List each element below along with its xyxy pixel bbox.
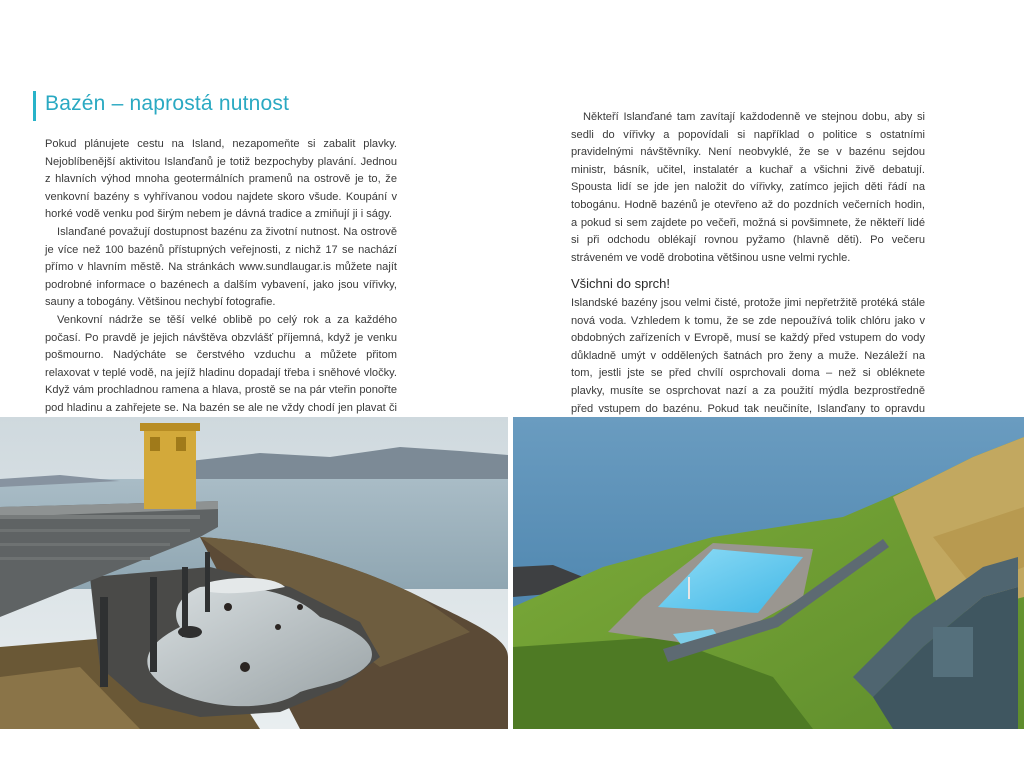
turf-roofed-outdoor-pool-photo <box>513 417 1024 729</box>
section-subheading: Všichni do sprch! <box>571 276 670 292</box>
page-title: Bazén – naprostá nutnost <box>45 92 290 115</box>
paragraph: Islanďané považují dostupnost bazénu za životní nutnost. Na ostrově je více než 100 bazénů přístupných veřejnosti, z nichž 17 se nachází přímo v hlavním městě. Na stránkách www.sundlaugar.is můžete najít podrobné informace o bazénech a dalším vybavení, jako jsou vířivky, sauny a tobogány. Většinou nechybí fotografie. <box>45 225 397 309</box>
paragraph: Pokud plánujete cestu na Island, nezapomeňte si zabalit plavky. Nejoblíbenější aktivitou Islanďanů je totiž bezpochyby plavání. Jednou z hlavních výhod mnoha geotermálních pramenů na ostrově je to, že venkovní bazény s vyhřívanou vodou najdete skoro všude. Koupání v horké vodě venku pod širým nebem je dávná tradice a zmiňují ji i ságy. <box>45 138 397 221</box>
paragraph: Venkovní nádrže se těší velké oblibě po celý rok a za každého počasí. Po pravdě je jejich návštěva obzvlášť příjemná, když je venku pošmourno. Nadýcháte se čerstvého vzduchu a můžete přitom relaxovat v teplé vodě, na jejíž hladinu dopadají třeba i sněhové vločky. Když vám prochladnou ramena a hlava, prostě se na pár vteřin ponořte pod hladinu a zahřejete se. Na bazén se ale ne vždy chodí jen plavat či <box>45 313 397 414</box>
left-text-column <box>45 136 397 435</box>
geothermal-pool-with-yellow-tower-photo <box>0 417 508 729</box>
paragraph: Islandské bazény jsou velmi čisté, protože jimi nepřetržitě protéká stále nová voda. Vzhledem k tomu, že se zde nepoužívá tolik chlóru jako v obdobných zařízeních v Evropě, musí se každý před vstupem do vody důkladně umýt v oddělených šatnách pro ženy a muže. Nezáleží na tom, jestli jste se před chvílí osprchovali doma – než si obléknete plavky, musíte se osprchovat nazí a za použití mýdla bezprostředně před vstupem do bazénu. Pokud tak neučiníte, Islanďany to opravdu <box>571 296 925 415</box>
right-text-column <box>571 109 925 436</box>
title-accent-bar <box>33 91 36 121</box>
paragraph: Někteří Islanďané tam zavítají každodenně ve stejnou dobu, aby si sedli do vířivky a popovídali si například o politice s ostatními pravidelnými návštěvníky. Není neobvyklé, že se v bazénu sejdou ministr, básník, učitel, instalatér a kuchař a všichni živě debatují. Spousta lidí se jde jen naložit do vířivky, zatímco jejich děti řádí na tobogánu. Hodně bazénů je otevřeno až do pozdních večerních hodin, a pokud si sem zajdete po večeři, možná si povšimnete, že někteří lidé si při odchodu oblékají rovnou pyžamo (hlavně děti). Po večeru stráveném ve vodě drobotina většinou usne velmi rychle. <box>571 111 925 264</box>
